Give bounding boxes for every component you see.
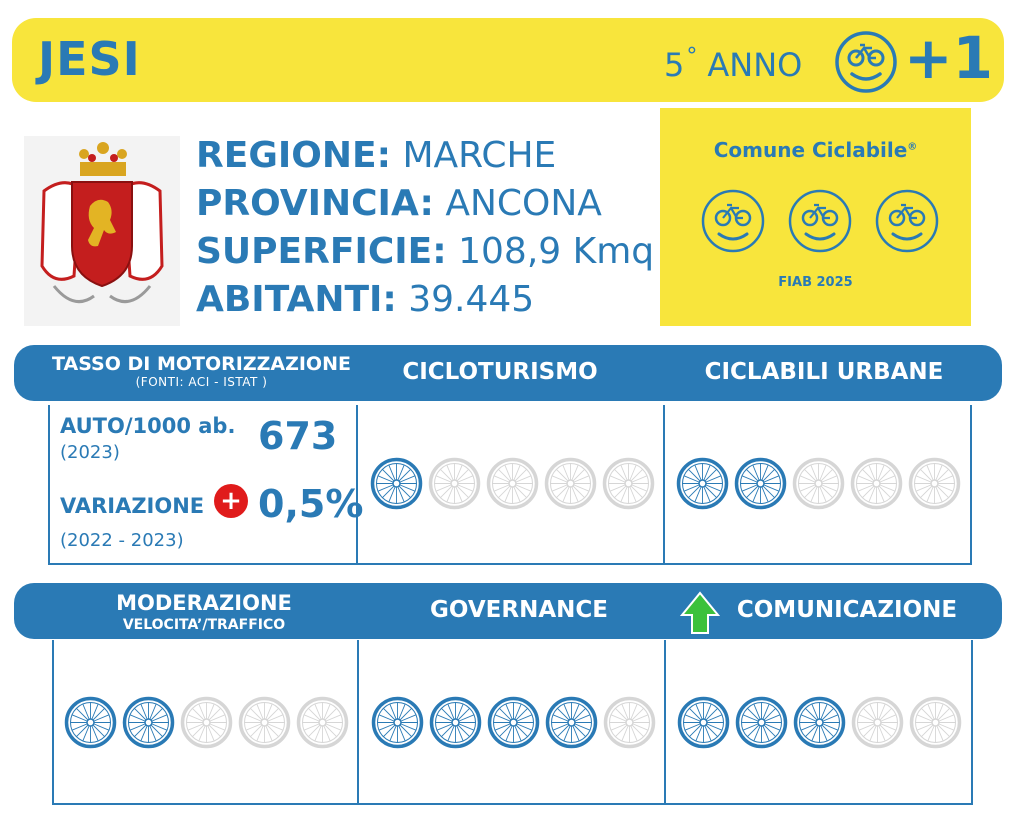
badge-faces — [700, 188, 940, 254]
wheel-icon-filled — [64, 696, 117, 749]
wheel-icon-empty — [238, 696, 291, 749]
wheel-icon-filled — [429, 696, 482, 749]
variazione-label: VARIAZIONE — [60, 494, 205, 518]
wheel-icon-filled — [676, 457, 729, 510]
rating-comunicazione — [677, 696, 962, 749]
wheel-icon-filled — [370, 457, 423, 510]
rating-cicloturismo — [370, 457, 655, 510]
wheel-icon-empty — [486, 457, 539, 510]
wheel-icon-empty — [180, 696, 233, 749]
wheel-icon-empty — [296, 696, 349, 749]
info-provincia: PROVINCIA: ANCONA — [196, 183, 602, 224]
wheel-icon-empty — [603, 696, 656, 749]
wheel-icon-empty — [792, 457, 845, 510]
bike-smiley-icon — [787, 188, 853, 254]
wheel-icon-filled — [545, 696, 598, 749]
comune-ciclabile-badge — [660, 108, 971, 326]
wheel-icon-empty — [909, 696, 962, 749]
wheel-icon-filled — [793, 696, 846, 749]
comunicazione-title: COMUNICAZIONE — [736, 597, 958, 623]
year-degree: ° — [686, 44, 698, 69]
variazione-years: (2022 - 2023) — [60, 530, 184, 551]
variazione-value: 0,5% — [258, 482, 364, 526]
tasso-sources: (FONTI: ACI - ISTAT ) — [135, 375, 268, 389]
moderazione-subtitle: VELOCITA’/TRAFFICO — [122, 617, 286, 633]
auto-label: AUTO/1000 ab. — [60, 414, 236, 438]
badge-title: Comune Ciclabile® — [713, 138, 918, 162]
wheel-icon-empty — [544, 457, 597, 510]
wheel-icon-empty — [602, 457, 655, 510]
wheel-icon-empty — [851, 696, 904, 749]
wheel-icon-filled — [122, 696, 175, 749]
info-abitanti: ABITANTI: 39.445 — [196, 279, 535, 320]
wheel-icon-filled — [735, 696, 788, 749]
info-regione: REGIONE: MARCHE — [196, 135, 557, 176]
rating-governance — [371, 696, 656, 749]
city-info — [196, 132, 654, 324]
header-banner — [12, 18, 1004, 102]
cicloturismo-title: CICLOTURISMO — [402, 359, 598, 385]
ciclabili-urbane-title: CICLABILI URBANE — [704, 359, 944, 385]
bike-smiley-icon — [700, 188, 766, 254]
auto-year: (2023) — [60, 442, 120, 463]
wheel-icon-filled — [371, 696, 424, 749]
coat-of-arms — [24, 136, 180, 326]
wheel-icon-filled — [734, 457, 787, 510]
red-plus-icon: + — [214, 484, 248, 518]
wheel-icon-filled — [487, 696, 540, 749]
auto-value: 673 — [258, 414, 338, 458]
year-number: 5 — [664, 46, 685, 84]
wheel-icon-filled — [677, 696, 730, 749]
badge-footer: FIAB 2025 — [778, 275, 853, 290]
governance-title: GOVERNANCE — [430, 597, 608, 623]
year-label: ANNO — [707, 46, 803, 84]
tasso-title: TASSO DI MOTORIZZAZIONE — [52, 353, 351, 375]
rating-moderazione — [64, 696, 349, 749]
green-up-arrow-icon — [680, 591, 720, 635]
wheel-icon-empty — [850, 457, 903, 510]
wheel-icon-empty — [428, 457, 481, 510]
rating-ciclabili-urbane — [676, 457, 961, 510]
section-header-top — [14, 345, 1002, 401]
info-superficie: SUPERFICIE: 108,9 Kmq — [196, 231, 655, 272]
bike-smiley-icon — [834, 30, 898, 94]
delta-indicator: +1 — [904, 24, 993, 92]
bike-smiley-icon — [874, 188, 940, 254]
wheel-icon-empty — [908, 457, 961, 510]
section-header-bottom — [14, 583, 1002, 639]
year-indicator — [664, 46, 802, 84]
city-name: JESI — [38, 32, 141, 86]
moderazione-title: MODERAZIONE — [116, 591, 292, 615]
